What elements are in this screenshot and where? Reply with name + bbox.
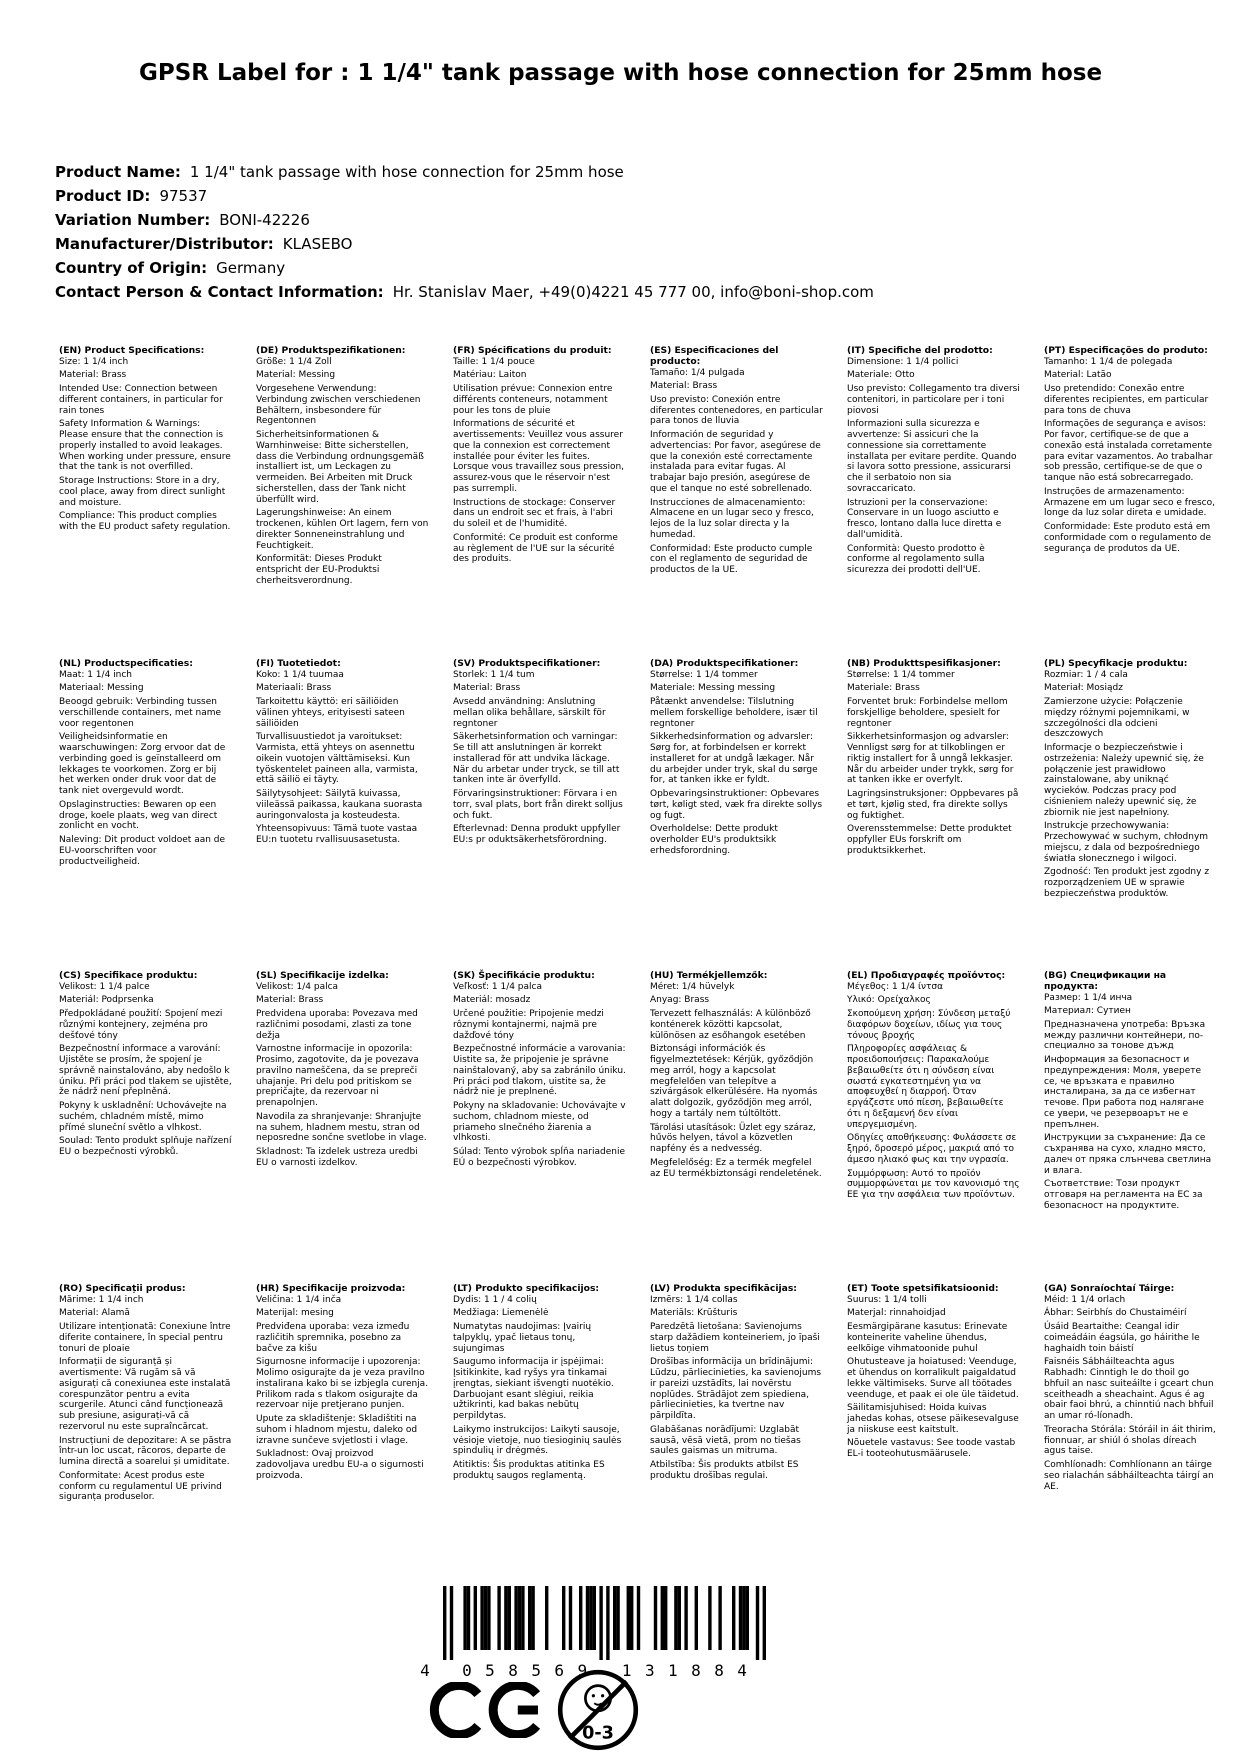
spec-paragraph: Nõuetele vastavus: See toode vastab EL-i tooteohutusmäärusele. xyxy=(847,1438,1016,1460)
language-heading: (PT) Especificações do produto: xyxy=(1044,345,1208,356)
language-heading: (HU) Termékjellemzők: xyxy=(650,970,768,981)
spec-paragraph: Saugumo informacija ir įspėjimai: Įsitikinkite, kad ryšys yra tinkamai įrengtas, siekiant išvengti nuotėkio. Darbuojant esant slėgiui, reikia užtikrinti, kad bakas nebūtų perpildytas. xyxy=(453,1357,614,1422)
language-block-pl xyxy=(1044,659,1217,971)
spec-paragraph: Säilitamisjuhised: Hoida kuivas jahedas kohas, otsese päikesevalguse ja niiskuse eest kaitstult. xyxy=(847,1403,1019,1435)
spec-paragraph: Glabāšanas norādījumi: Uzglabāt sausā, vēsā vietā, prom no tiešas saules gaismas un mitruma. xyxy=(650,1424,801,1457)
spec-paragraph: Naleving: Dit product voldoet aan de EU-voorschriften voor productveiligheid. xyxy=(59,834,226,867)
language-heading: (NL) Productspecificaties: xyxy=(59,658,193,669)
spec-paragraph: Instrukcje przechowywania: Przechowywać w suchym, chłodnym miejscu, z dala od bezpośredniego światła słonecznego i wilgoci. xyxy=(1044,821,1209,864)
language-block-de xyxy=(256,346,429,659)
product-info-label: Manufacturer/Distributor: xyxy=(55,235,274,253)
spec-paragraph: Predvidena uporaba: Povezava med različnimi posodami, zlasti za tone dežja xyxy=(256,1008,418,1041)
spec-paragraph: Instrucțiuni de depozitare: A se păstra într-un loc uscat, răcoros, departe de lumina directă a soarelui și umiditate. xyxy=(59,1435,232,1468)
spec-paragraph: Veiligheidsinformatie en waarschuwingen: Zorg ervoor dat de verbinding goed is geïnstalleerd om lekkages te voorkomen. Zorg er bij het werken onder druk voor dat de tank niet overgevuld wordt. xyxy=(59,732,226,797)
language-block-el xyxy=(847,971,1020,1284)
spec-paragraph: Sicherheitsinformationen & Warnhinweise: Bitte sicherstellen, dass die Verbindung ordnungsgemäß installiert ist, um Leckagen zu vermeiden. Bei Arbeiten mit Druck sicherstellen, dass der Tank nicht überfüllt wird. xyxy=(256,429,424,505)
spec-paragraph: Pokyny na skladovanie: Uchovávajte v suchom, chladnom mieste, od priameho slnečného žiarenia a vlhkosti. xyxy=(453,1100,626,1144)
spec-paragraph: Säilytysohjeet: Säilytä kuivassa, viileässä paikassa, kaukana suorasta auringonvalosta ja kosteudesta. xyxy=(256,788,423,821)
spec-paragraph: Pokyny k uskladnění: Uchovávejte na suchém, chladném místě, mimo přímé sluneční světlo a vlhkost. xyxy=(59,1100,227,1133)
spec-paragraph: Conformidade: Este produto está em conformidade com o regulamento de segurança de produtos da UE. xyxy=(1044,521,1212,554)
spec-paragraph: Informații de siguranță și avertismente: Vă rugăm să vă asigurați că conexiunea este instalată corespunzător pentru a evita scurgerile. Atunci când funcționează sub presiune, asigurați-vă că rezervorul nu este supraîncărcat. xyxy=(59,1357,231,1432)
spec-paragraph: Informações de segurança e avisos: Por favor, certifique-se de que a conexão está instalada corretamente para evitar vazamentos. Ao trabalhar sob pressão, certifique-se de que o tanque não está sobrecarregado. xyxy=(1044,419,1213,484)
language-heading: (ET) Toote spetsifikatsioonid: xyxy=(847,1283,999,1294)
spec-paragraph: Compliance: This product complies with the EU product safety regulation. xyxy=(59,511,231,532)
spec-paragraph: Størrelse: 1 1/4 tommer xyxy=(650,669,758,680)
spec-paragraph: Material: Messing xyxy=(256,370,336,381)
spec-paragraph: Koko: 1 1/4 tuumaa xyxy=(256,669,344,680)
spec-paragraph: Treoracha Stórála: Stóráil in áit thirim, fionnuar, ar shiúl ó sholas díreach agus taise. xyxy=(1044,1424,1216,1457)
spec-paragraph: Méret: 1/4 hüvelyk xyxy=(650,981,735,992)
spec-paragraph: Megfelelőség: Ez a termék megfelel az EU termékbiztonsági rendeletének. xyxy=(650,1157,822,1179)
language-block-en xyxy=(59,346,232,659)
spec-paragraph: Zgodność: Ten produkt jest zgodny z rozporządzeniem UE w sprawie bezpieczeństwa produktów. xyxy=(1044,867,1210,899)
spec-paragraph: Mărime: 1 1/4 inch xyxy=(59,1294,144,1305)
spec-paragraph: Informacje o bezpieczeństwie i ostrzeżenia: Należy upewnić się, że połączenie jest prawidłowo zainstalowane, aby uniknąć wycieków. Podczas pracy pod ciśnieniem należy upewnić się, że zbiornik nie jest napełniony. xyxy=(1044,742,1204,818)
language-block-fr xyxy=(453,346,626,659)
language-block-nl xyxy=(59,659,232,971)
language-block-et xyxy=(847,1284,1020,1506)
spec-paragraph: Größe: 1 1/4 Zoll xyxy=(256,356,332,367)
spec-paragraph: Tárolási utasítások: Üzlet egy száraz, hűvös helyen, távol a közvetlen napfény és a nedvesség. xyxy=(650,1122,816,1155)
spec-paragraph: Yhteensopivuus: Tämä tuote vastaa EU:n tuotetu rvallisuusasetusta. xyxy=(256,824,418,845)
spec-paragraph: Informations de sécurité et avertissements: Veuillez vous assurer que la connexion est correctement installée pour éviter les fuites. Lorsque vous travaillez sous pression, assurez-vous que le réservoir n'est pas surrempli. xyxy=(453,419,625,494)
spec-paragraph: Sikkerhedsinformation og advarsler: Sørg for, at forbindelsen er korrekt installeret for at undgå lækager. Når du arbejder under tryk, skal du sørge for, at tanken ikke er fyldt. xyxy=(650,732,818,786)
spec-paragraph: Материал: Сутиен xyxy=(1044,1006,1131,1017)
language-block-sv xyxy=(453,659,626,971)
spec-paragraph: Materiale: Otto xyxy=(847,370,915,381)
spec-paragraph: Instructions de stockage: Conserver dans un endroit sec et frais, à l'abri du soleil et de l'humidité. xyxy=(453,497,616,530)
spec-paragraph: Conformidad: Este producto cumple con el reglamento de seguridad de productos de la UE. xyxy=(650,543,813,576)
product-info-row xyxy=(55,211,874,229)
product-info-block xyxy=(55,163,874,307)
spec-paragraph: Sikkerhetsinformasjon og advarsler: Vennligst sørg for at tilkoblingen er riktig installert for å unngå lekkasjer. Når du arbeider under trykk, sørg for at tanken ikke er overfylt. xyxy=(847,732,1014,786)
product-info-row xyxy=(55,235,874,253)
language-heading: (SK) Špecifikácie produktu: xyxy=(453,970,595,981)
spec-paragraph: Skladnost: Ta izdelek ustreza uredbi EU o varnosti izdelkov. xyxy=(256,1146,418,1168)
product-info-row xyxy=(55,163,874,181)
spec-paragraph: Suurus: 1 1/4 tolli xyxy=(847,1294,927,1305)
spec-paragraph: Sigurnosne informacije i upozorenja: Molimo osigurajte da je veza pravilno instalirana kako bi se izbjegla curenja. Prilikom rada s tlakom osigurajte da rezervoar nije pretjerano punjen. xyxy=(256,1357,429,1411)
language-block-fi xyxy=(256,659,429,971)
language-heading: (FI) Tuotetiedot: xyxy=(256,658,341,669)
spec-paragraph: Storlek: 1 1/4 tum xyxy=(453,669,535,680)
language-heading: (HR) Specifikacije proizvoda: xyxy=(256,1283,406,1294)
language-heading: (DA) Produktspecifikationer: xyxy=(650,658,799,669)
product-info-value: KLASEBO xyxy=(282,235,353,253)
spec-paragraph: Laikymo instrukcijos: Laikyti sausoje, vėsioje vietoje, nuo tiesioginių saulės spindulių ir drėgmės. xyxy=(453,1424,622,1457)
language-block-nb xyxy=(847,659,1020,971)
spec-paragraph: Numatytas naudojimas: Įvairių talpyklų, ypač lietaus tonų, sujungimas xyxy=(453,1321,592,1354)
spec-paragraph: Méid: 1 1/4 orlach xyxy=(1044,1294,1126,1305)
page-title: GPSR Label for : 1 1/4" tank passage with hose connection for 25mm hose xyxy=(138,60,1103,86)
spec-paragraph: Bezpečnostní informace a varování: Ujistěte se prosím, že spojení je správně nainstalováno, aby nedošlo k úniku. Při práci pod tlakem se ujistěte, že nádrž není přeplněná. xyxy=(59,1044,232,1098)
spec-paragraph: Material: Latão xyxy=(1044,370,1112,381)
barcode-right-digits: 131884 xyxy=(621,1661,747,1680)
spec-paragraph: Biztonsági információk és figyelmeztetések: Kérjük, győződjön meg arról, hogy a kapcsolat megfelelően van telepítve a szivárgások elkerülésére. Ha nyomás alatt dolgozik, győződjön meg arról, hogy a tartály nem túltöltött. xyxy=(650,1044,818,1119)
spec-paragraph: Opbevaringsinstruktioner: Opbevares tørt, køligt sted, væk fra direkte sollys og fugt. xyxy=(650,788,823,821)
spec-paragraph: Velikost: 1 1/4 palce xyxy=(59,981,150,992)
product-info-value: Germany xyxy=(216,259,286,277)
product-info-row xyxy=(55,187,874,205)
product-info-value: 97537 xyxy=(159,187,208,205)
barcode-bars xyxy=(413,1586,773,1680)
spec-paragraph: Předpokládané použití: Spojení mezi různými kontejnery, zejména pro dešťové tóny xyxy=(59,1008,223,1041)
product-info-label: Variation Number: xyxy=(55,211,211,229)
product-info-label: Country of Origin: xyxy=(55,259,208,277)
spec-paragraph: Materiaal: Messing xyxy=(59,683,144,694)
product-info-row xyxy=(55,283,874,301)
spec-paragraph: Bezpečnostné informácie a varovania: Uistite sa, že pripojenie je správne nainštalovaný, aby sa zabránilo úniku. Pri práci pod tlakom, uistite sa, že nádrž nie je preplnené. xyxy=(453,1044,626,1098)
spec-paragraph: Atitiktis: Šis produktas atitinka ES produktų saugos reglamentą. xyxy=(453,1459,605,1481)
language-heading: (FR) Spécifications du produit: xyxy=(453,345,612,356)
spec-paragraph: Materiaali: Brass xyxy=(256,683,332,694)
spec-paragraph: Opslaginstructies: Bewaren op een droge, koele plaats, weg van direct zonlicht en vocht. xyxy=(59,799,218,832)
spec-paragraph: Faisnéis Sábháilteachta agus Rabhadh: Cinntigh le do thoil go bhfuil an nasc suiteáilte i gceart chun sceitheadh a sheachaint. Agus é ag obair faoi bhrú, a chinntiú nach bhfuil an umar ró-líonadh. xyxy=(1044,1357,1214,1422)
spec-paragraph: Úsáid Beartaithe: Ceangal idir coimeádáin éagsúla, go háirithe le haghaidh toin báistí xyxy=(1044,1321,1200,1354)
spec-paragraph: Συμμόρφωση: Αυτό το προϊόν συμμορφώνεται με τον κανονισμό της ΕΕ για την ασφάλεια των προϊόντων. xyxy=(847,1168,1020,1201)
spec-paragraph: Turvallisuustiedot ja varoitukset: Varmista, että yhteys on asennettu oikein vuotojen välttämiseksi. Kun työskentelet paineen alla, varmista, että säiliö ei täyty. xyxy=(256,732,418,786)
spec-paragraph: Säkerhetsinformation och varningar: Se till att anslutningen är korrekt installerad för att undvika läckage. När du arbetar under tryck, se till att tanken inte är överfylld. xyxy=(453,732,620,786)
spec-paragraph: Съответствие: Този продукт отговаря на регламента на ЕС за безопасност на продуктите. xyxy=(1044,1179,1203,1211)
spec-paragraph: Určené použitie: Pripojenie medzi rôznymi kontajnermi, najmä pre dažďové tóny xyxy=(453,1008,604,1041)
spec-paragraph: Materiał: Mosiądz xyxy=(1044,683,1123,694)
language-heading: (LV) Produkta specifikācijas: xyxy=(650,1283,797,1294)
spec-paragraph: Size: 1 1/4 inch xyxy=(59,356,129,367)
language-block-hu xyxy=(650,971,823,1284)
spec-paragraph: Overholdelse: Dette produkt overholder EU's produktsikk erhedsforordning. xyxy=(650,824,778,856)
language-block-ga xyxy=(1044,1284,1217,1506)
spec-paragraph: Materiál: Podprsenka xyxy=(59,995,154,1006)
spec-paragraph: Dydis: 1 1 / 4 colių xyxy=(453,1294,537,1305)
spec-paragraph: Rozmiar: 1 / 4 cala xyxy=(1044,669,1128,680)
spec-paragraph: Forventet bruk: Forbindelse mellom forskjellige beholdere, spesielt for regntoner xyxy=(847,696,1008,729)
spec-paragraph: Πληροφορίες ασφάλειας & προειδοποιήσεις: Παρακαλούμε βεβαιωθείτε ότι η σύνδεση είναι σωστά εγκατεστημένη για να αποφευχθεί η διαρροή. Όταν εργάζεστε υπό πίεση, βεβαιωθείτε ότι η δεξαμενή δεν είναι υπεργεμισμένη. xyxy=(847,1044,1004,1130)
product-info-value: BONI-42226 xyxy=(219,211,310,229)
spec-paragraph: Instruções de armazenamento: Armazene em um lugar seco e fresco, longe da luz solar direta e umidade. xyxy=(1044,486,1215,519)
spec-paragraph: Matériau: Laiton xyxy=(453,370,527,381)
language-block-it xyxy=(847,346,1020,659)
spec-paragraph: Materiál: mosadz xyxy=(453,995,531,1006)
spec-paragraph: Dimensione: 1 1/4 pollici xyxy=(847,356,959,367)
spec-paragraph: Utilisation prévue: Connexion entre différents conteneurs, notamment pour les tons de pluie xyxy=(453,383,613,416)
language-heading: (EN) Product Specifications: xyxy=(59,345,205,356)
spec-paragraph: Lagerungshinweise: An einem trockenen, kühlen Ort lagern, fern von direkter Sonneneinstrahlung und Feuchtigkeit. xyxy=(256,508,429,551)
language-heading: (GA) Sonraíochtaí Táirge: xyxy=(1044,1283,1175,1294)
spec-paragraph: Materiale: Messing messing xyxy=(650,683,776,694)
spec-paragraph: Veličina: 1 1/4 inča xyxy=(256,1294,342,1305)
language-block-lt xyxy=(453,1284,626,1506)
language-heading: (NB) Produkttspesifikasjoner: xyxy=(847,658,1001,669)
spec-paragraph: Utilizare intenționată: Conexiune între diferite containere, în special pentru tonuri de ploaie xyxy=(59,1321,231,1354)
ce-mark-icon xyxy=(428,1682,546,1740)
spec-paragraph: Μέγεθος: 1 1/4 ίντσα xyxy=(847,981,944,992)
spec-paragraph: Ábhar: Seirbhís do Chustaiméirí xyxy=(1044,1308,1187,1319)
spec-paragraph: Avsedd användning: Anslutning mellan olika behållare, särskilt för regntoner xyxy=(453,696,606,729)
spec-paragraph: Размер: 1 1/4 инча xyxy=(1044,992,1133,1003)
language-heading: (ES) Especificaciones del producto: xyxy=(650,345,779,367)
svg-text:0-3: 0-3 xyxy=(582,1723,614,1744)
spec-paragraph: Varnostne informacije in opozorila: Prosimo, zagotovite, da je povezava pravilno nameščena, da se prepreči uhajanje. Pri delu pod pritiskom se prepričajte, da rezervoar ni prenapolnjen. xyxy=(256,1044,419,1109)
spec-paragraph: Material: Brass xyxy=(256,995,324,1006)
spec-paragraph: Medžiaga: Liemenėlė xyxy=(453,1308,549,1319)
spec-paragraph: Drošības informācija un brīdinājumi: Lūdzu, pārliecinieties, ka savienojums ir pareizi uzstādīts, lai novērstu noplūdes. Strādājot zem spiediena, pārliecinieties, ka tvertne nav pārpildīta. xyxy=(650,1357,822,1422)
spec-paragraph: Οδηγίες αποθήκευσης: Φυλάσσετε σε ξηρό, δροσερό μέρος, μακριά από το άμεσο ηλιακό φως και την υγρασία. xyxy=(847,1133,1017,1165)
spec-paragraph: Uso pretendido: Conexão entre diferentes recipientes, em particular para tons de chuva xyxy=(1044,383,1209,416)
spec-paragraph: Upute za skladištenje: Skladištiti na suhom i hladnom mjestu, daleko od izravne sunčeve svjetlosti i vlage. xyxy=(256,1413,418,1446)
spec-paragraph: Tervezett felhasználás: A különböző konténerek közötti kapcsolat, különösen az esőhangok esetében xyxy=(650,1008,811,1041)
language-heading: (RO) Specificații produs: xyxy=(59,1283,186,1294)
spec-paragraph: Soulad: Tento produkt splňuje nařízení EU o bezpečnosti výrobků. xyxy=(59,1136,232,1157)
spec-paragraph: Uso previsto: Conexión entre diferentes contenedores, en particular para tonos de lluvia xyxy=(650,394,823,427)
product-info-label: Product ID: xyxy=(55,187,151,205)
language-block-lv xyxy=(650,1284,823,1506)
language-heading: (IT) Specifiche del prodotto: xyxy=(847,345,993,356)
spec-paragraph: Vorgesehene Verwendung: Verbindung zwischen verschiedenen Behältern, insbesondere für Regentonnen xyxy=(256,383,421,427)
language-block-es xyxy=(650,346,823,659)
language-block-sl xyxy=(256,971,429,1284)
language-block-sk xyxy=(453,971,626,1284)
spec-paragraph: Sukladnost: Ovaj proizvod zadovoljava uredbu EU-a o sigurnosti proizvoda. xyxy=(256,1449,424,1481)
spec-paragraph: Efterlevnad: Denna produkt uppfyller EU:s pr oduktsäkerhetsförordning. xyxy=(453,824,621,845)
product-info-value: 1 1/4" tank passage with hose connection for 25mm hose xyxy=(189,163,624,181)
language-heading: (BG) Спецификации на продукта: xyxy=(1044,970,1167,992)
spec-paragraph: Υλικό: Ορείχαλκος xyxy=(847,995,931,1006)
spec-paragraph: Предназначена употреба: Връзка между различни контейнери, по-специално за тонове дъжд xyxy=(1044,1019,1206,1052)
spec-paragraph: Material: Brass xyxy=(650,381,718,392)
product-info-label: Contact Person & Contact Information: xyxy=(55,283,384,301)
spec-paragraph: Conformitate: Acest produs este conform cu regulamentul UE privind siguranța produselor. xyxy=(59,1470,222,1503)
spec-paragraph: Anyag: Brass xyxy=(650,995,710,1006)
product-info-value: Hr. Stanislav Maer, +49(0)4221 45 777 00, info@boni-shop.com xyxy=(392,283,874,301)
spec-paragraph: Paredzētā lietošana: Savienojums starp dažādiem konteineriem, jo īpaši lietus toņiem xyxy=(650,1321,820,1354)
spec-paragraph: Overensstemmelse: Dette produktet oppfyller EUs forskrift om produktsikkerhet. xyxy=(847,824,1012,856)
age-warning-0-3-icon xyxy=(556,1668,640,1752)
language-heading: (CS) Specifikace produktu: xyxy=(59,970,198,981)
language-heading: (SV) Produktspecifikationer: xyxy=(453,658,601,669)
spec-paragraph: Conformità: Questo prodotto è conforme al regolamento sulla sicurezza dei prodotti dell'UE. xyxy=(847,543,985,576)
spec-paragraph: Tamanho: 1 1/4 de polegada xyxy=(1044,356,1173,367)
language-block-ro xyxy=(59,1284,232,1506)
spec-paragraph: Veľkosť: 1 1/4 palca xyxy=(453,981,543,992)
language-heading: (SL) Specifikacije izdelka: xyxy=(256,970,389,981)
spec-paragraph: Materjal: rinnahoidjad xyxy=(847,1308,946,1319)
barcode-left-digits: 058569 xyxy=(462,1661,588,1680)
spec-paragraph: Størrelse: 1 1/4 tommer xyxy=(847,669,955,680)
product-info-label: Product Name: xyxy=(55,163,181,181)
spec-paragraph: Materiāls: Krūšturis xyxy=(650,1308,738,1319)
language-heading: (PL) Specyfikacje produktu: xyxy=(1044,658,1188,669)
spec-paragraph: Súlad: Tento výrobok spĺňa nariadenie EÚ o bezpečnosti výrobkov. xyxy=(453,1146,626,1168)
spec-paragraph: Beoogd gebruik: Verbinding tussen verschillende containers, met name voor regentonen xyxy=(59,696,222,729)
spec-paragraph: Eesmärgipärane kasutus: Erinevate konteinerite vaheline ühendus, eelkõige vihmatoonide puhul xyxy=(847,1321,1008,1354)
spec-paragraph: Tamaño: 1/4 pulgada xyxy=(650,367,745,378)
language-heading: (EL) Προδιαγραφές προϊόντος: xyxy=(847,970,1006,981)
spec-paragraph: Påtænkt anvendelse: Tilslutning mellem forskellige beholdere, især til regntoner xyxy=(650,696,818,729)
language-block-pt xyxy=(1044,346,1217,659)
language-block-bg xyxy=(1044,971,1217,1284)
spec-paragraph: Velikost: 1/4 palca xyxy=(256,981,339,992)
spec-paragraph: Navodila za shranjevanje: Shranjujte na suhem, hladnem mestu, stran od neposredne sončne svetlobe in vlage. xyxy=(256,1111,427,1144)
language-heading: (LT) Produkto specifikacijos: xyxy=(453,1283,600,1294)
spec-paragraph: Informazioni sulla sicurezza e avvertenze: Si assicuri che la connessione sia correttamente installata per evitare perdite. Quando si lavora sotto pressione, assicurarsi che il serbatoio non sia sovraccaricato. xyxy=(847,419,1017,494)
spec-paragraph: Istruzioni per la conservazione: Conservare in un luogo asciutto e fresco, lontano dalla luce diretta e dall'umidità. xyxy=(847,497,1002,540)
spec-paragraph: Storage Instructions: Store in a dry, cool place, away from direct sunlight and moisture. xyxy=(59,475,226,508)
language-block-cs xyxy=(59,971,232,1284)
spec-paragraph: Maat: 1 1/4 inch xyxy=(59,669,133,680)
language-specifications-grid xyxy=(59,346,1217,1506)
spec-paragraph: Instrucciones de almacenamiento: Almacene en un lugar seco y fresco, lejos de la luz solar directa y la humedad. xyxy=(650,497,814,540)
spec-paragraph: Инструкции за съхранение: Да се съхранява на сухо, хладно място, далеч от пряка слънчева светлина и влага. xyxy=(1044,1133,1212,1176)
spec-paragraph: Material: Brass xyxy=(453,683,521,694)
language-heading: (DE) Produktspezifikationen: xyxy=(256,345,406,356)
spec-paragraph: Σκοπούμενη χρήση: Σύνδεση μεταξύ διαφόρων δοχείων, ιδίως για τους τόνους βροχής xyxy=(847,1008,1011,1041)
spec-paragraph: Materiale: Brass xyxy=(847,683,920,694)
spec-paragraph: Taille: 1 1/4 pouce xyxy=(453,356,535,367)
spec-paragraph: Lagringsinstruksjoner: Oppbevares på et tørt, kjølig sted, fra direkte sollys og fuktighet. xyxy=(847,788,1019,821)
spec-paragraph: Информация за безопасност и предупреждения: Моля, уверете се, че връзката е правилно инсталирана, за да се избегнат течове. При работа под налягане се увери, че резервоарът не е препълнен. xyxy=(1044,1054,1204,1130)
spec-paragraph: Uso previsto: Collegamento tra diversi contenitori, in particolare per i toni piovosi xyxy=(847,383,1020,416)
spec-paragraph: Conformité: Ce produit est conforme au règlement de l'UE sur la sécurité des produits. xyxy=(453,532,618,565)
spec-paragraph: Predviđena uporaba: veza između različitih spremnika, posebno za bačve za kišu xyxy=(256,1321,410,1354)
spec-paragraph: Ohutusteave ja hoiatused: Veenduge, et ühendus on korralikult paigaldatud lekke vältimiseks. Surve all töötades veenduge, et paak ei ole üle täidetud. xyxy=(847,1357,1019,1400)
spec-paragraph: Materijal: mesing xyxy=(256,1308,334,1319)
spec-paragraph: Intended Use: Connection between different containers, in particular for rain tones xyxy=(59,383,223,416)
spec-paragraph: Material: Brass xyxy=(59,370,127,381)
barcode-lead-digit: 4 xyxy=(420,1661,430,1680)
language-block-hr xyxy=(256,1284,429,1506)
spec-paragraph: Zamierzone użycie: Połączenie między różnymi pojemnikami, w szczególności dla odcieni deszczowych xyxy=(1044,696,1190,740)
spec-paragraph: Comhlíonadh: Comhlíonann an táirge seo rialachán sábháilteachta táirgí an AE. xyxy=(1044,1459,1214,1492)
spec-paragraph: Material: Alamă xyxy=(59,1308,130,1319)
product-info-row xyxy=(55,259,874,277)
language-block-da xyxy=(650,659,823,971)
spec-paragraph: Förvaringsinstruktioner: Förvara i en torr, sval plats, bort från direkt solljus och fukt. xyxy=(453,788,623,821)
spec-paragraph: Tarkoitettu käyttö: eri säiliöiden välinen yhteys, erityisesti sateen säiliöiden xyxy=(256,696,405,729)
spec-paragraph: Konformität: Dieses Produkt entspricht der EU-Produktsi cherheitsverordnung. xyxy=(256,554,382,586)
spec-paragraph: Safety Information & Warnings: Please ensure that the connection is properly installed to avoid leakages. When working under pressure, ensure that the tank is not overfilled. xyxy=(59,419,231,473)
spec-paragraph: Izmērs: 1 1/4 collas xyxy=(650,1294,738,1305)
spec-paragraph: Información de seguridad y advertencias: Por favor, asegúrese de que la conexión esté correctamente instalada para evitar fugas. Al trabajar bajo presión, asegúrese de que el tanque no esté sobrellenado. xyxy=(650,429,821,494)
spec-paragraph: Atbilstība: Šis produkts atbilst ES produktu drošības regulai. xyxy=(650,1459,799,1481)
